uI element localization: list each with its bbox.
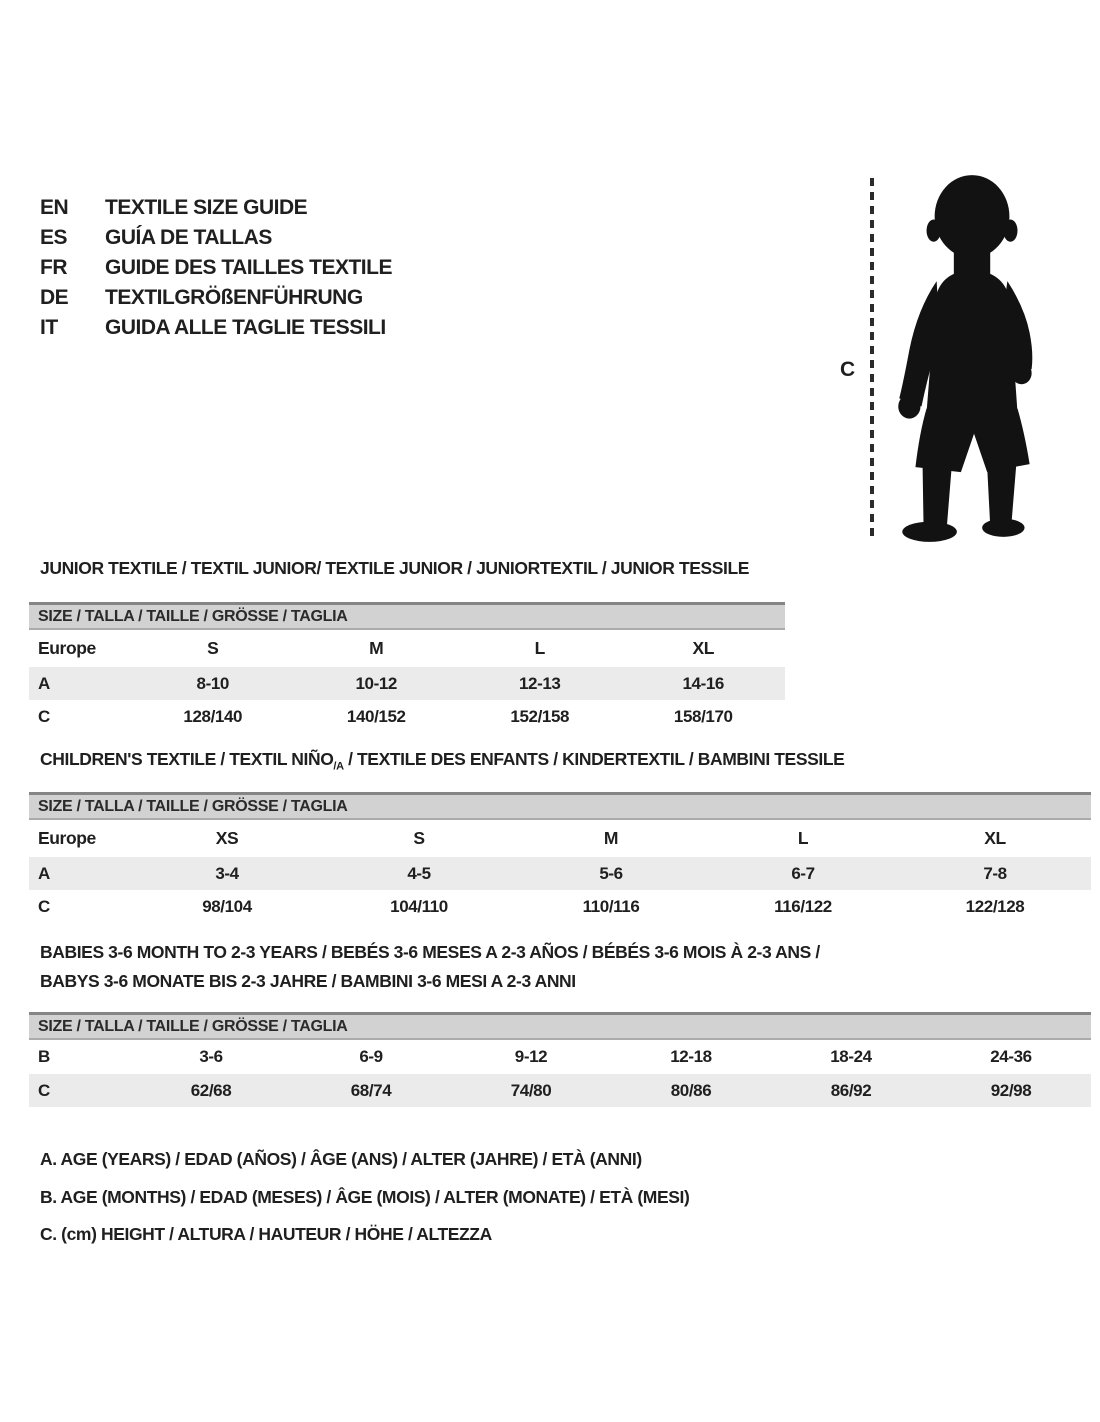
heading-subscript: /A	[333, 760, 344, 773]
table-row: Europe XS S M L XL	[29, 820, 1091, 857]
children-size-bar: SIZE / TALLA / TAILLE / GRÖSSE / TAGLIA	[29, 792, 1091, 820]
row-label: C	[38, 706, 50, 726]
children-size-table	[29, 792, 1091, 923]
babies-size-table	[29, 1012, 1091, 1107]
lang-row-fr	[40, 253, 392, 283]
footnote-c: C. (cm) HEIGHT / ALTURA / HAUTEUR / HÖHE / ALTEZZA	[40, 1224, 492, 1244]
lang-title: GUIDE DES TAILLES TEXTILE	[105, 256, 392, 279]
babies-heading-line2: BABYS 3-6 MONATE BIS 2-3 JAHRE / BAMBINI 3-6 MESI A 2-3 ANNI	[40, 971, 576, 991]
height-measure-label: C	[840, 358, 856, 381]
footnote-a: A. AGE (YEARS) / EDAD (AÑOS) / ÂGE (ANS) / ALTER (JAHRE) / ETÀ (ANNI)	[40, 1149, 642, 1169]
lang-title: GUIDA ALLE TAGLIE TESSILI	[105, 316, 386, 339]
lang-row-it	[40, 313, 392, 343]
junior-section-heading: JUNIOR TEXTILE / TEXTIL JUNIOR/ TEXTILE JUNIOR / JUNIORTEXTIL / JUNIOR TESSILE	[40, 558, 750, 578]
lang-code: EN	[40, 196, 69, 219]
row-label: A	[38, 863, 50, 883]
lang-row-es	[40, 223, 392, 253]
children-section-heading: CHILDREN'S TEXTILE / TEXTIL $NIÑO_{/A}$ / TEXTILE DES ENFANTS / KINDERTEXTIL / BAMBINI TESSILE	[40, 749, 845, 773]
table-row: B 3-6 6-9 9-12 12-18 18-24 24-36	[29, 1040, 1091, 1074]
table-row: A 8-10 10-12 12-13 14-16	[29, 667, 785, 700]
row-label: B	[38, 1047, 50, 1066]
lang-title: TEXTILE SIZE GUIDE	[105, 196, 308, 219]
table-row: C 62/68 68/74 74/80 80/86 86/92 92/98	[29, 1074, 1091, 1107]
language-title-list	[40, 193, 392, 343]
footnote-legend	[40, 1141, 689, 1254]
lang-code: IT	[40, 316, 58, 339]
row-label: C	[38, 1080, 50, 1100]
junior-size-table	[29, 602, 785, 733]
lang-code: FR	[40, 256, 67, 279]
row-label: Europe	[38, 828, 96, 848]
junior-size-bar: SIZE / TALLA / TAILLE / GRÖSSE / TAGLIA	[29, 602, 785, 630]
lang-title: GUÍA DE TALLAS	[105, 226, 272, 249]
table-row: C 98/104 104/110 110/116 116/122 122/128	[29, 890, 1091, 923]
row-label: Europe	[38, 638, 96, 658]
table-row: A 3-4 4-5 5-6 6-7 7-8	[29, 857, 1091, 890]
figure-area	[830, 160, 1070, 560]
lang-row-de	[40, 283, 392, 313]
footnote-b: B. AGE (MONTHS) / EDAD (MESES) / ÂGE (MOIS) / ALTER (MONATE) / ETÀ (MESI)	[40, 1186, 690, 1207]
lang-code: DE	[40, 286, 69, 309]
babies-size-bar: SIZE / TALLA / TAILLE / GRÖSSE / TAGLIA	[29, 1012, 1091, 1040]
babies-heading-line1: BABIES 3-6 MONTH TO 2-3 YEARS / BEBÉS 3-6 MESES A 2-3 AÑOS / BÉBÉS 3-6 MOIS À 2-3 ANS /	[40, 942, 820, 962]
lang-title: TEXTILGRÖßENFÜHRUNG	[105, 286, 363, 309]
table-row: Europe S M L XL	[29, 630, 785, 667]
row-label: A	[38, 673, 50, 693]
height-measure-line	[869, 178, 875, 541]
row-label: C	[38, 896, 50, 916]
table-row: C 128/140 140/152 152/158 158/170	[29, 700, 785, 733]
lang-code: ES	[40, 226, 68, 249]
baby-silhouette-icon	[886, 168, 1054, 552]
lang-row-en	[40, 193, 392, 223]
babies-section-heading	[40, 938, 820, 996]
